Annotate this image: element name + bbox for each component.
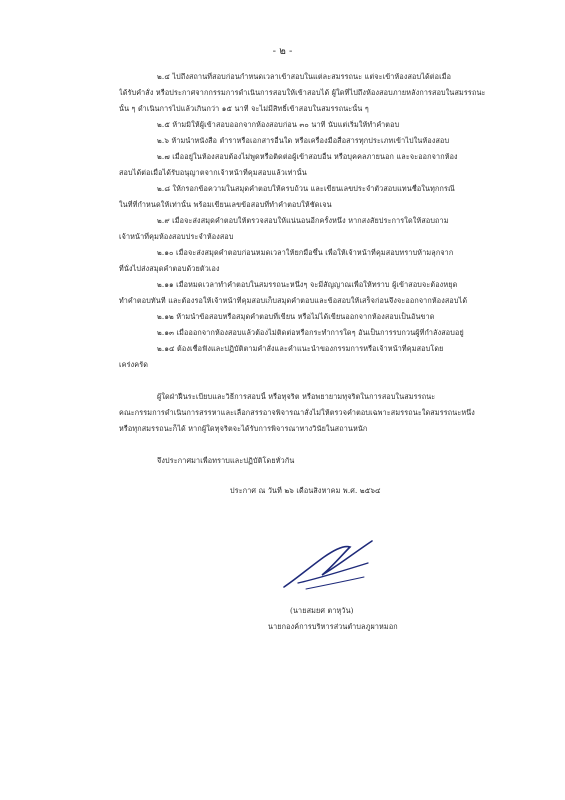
- rule-2-7-line-2: สอบได้ต่อเมื่อได้รับอนุญาตจากเจ้าหน้าที่คุมสอบแล้วเท่านั้น: [119, 168, 307, 177]
- rule-2-6: ๒.๖ ห้ามนำหนังสือ ตำราหรือเอกสารอื่นใด หรือเครื่องมือสื่อสารทุกประเภทเข้าไปในห้องสอบ: [157, 136, 450, 145]
- rule-2-12: ๒.๑๒ ห้ามนำข้อสอบหรือสมุดคำตอบที่เขียน หรือไม่ได้เขียนออกจากห้องสอบเป็นอันขาด: [157, 312, 435, 321]
- rule-2-9-line-2: เจ้าหน้าที่คุมห้องสอบประจำห้องสอบ: [119, 232, 234, 241]
- page-number: - ๒ -: [272, 46, 293, 57]
- rule-2-9-line-1: ๒.๙ เมื่อจะส่งสมุดคำตอบให้ตรวจสอบให้แน่นอนอีกครั้งหนึ่ง หากสงสัยประการใดให้สอบถาม: [157, 216, 449, 225]
- rule-2-14-line-2: เคร่งครัด: [119, 360, 149, 369]
- rule-2-14-line-1: ๒.๑๔ ต้องเชื่อฟังและปฏิบัติตามคำสั่งและคำแนะนำของกรรมการหรือเจ้าหน้าที่คุมสอบโดย: [157, 344, 444, 353]
- signatory-position: นายกองค์การบริหารส่วนตำบลภูผาหมอก: [268, 622, 398, 631]
- closing-statement: จึงประกาศมาเพื่อทราบและปฏิบัติโดยทั่วกัน: [157, 456, 295, 465]
- handwritten-signature: [276, 535, 380, 595]
- penalty-line-2: คณะกรรมการดำเนินการสรรหาและเลือกสรรอาจพิจารณาสั่งไม่ให้ตรวจคำตอบเฉพาะสมรรถนะใดสมรรถนะหนึ่ง: [119, 408, 475, 417]
- rule-2-4-line-3: นั้น ๆ ดำเนินการไปแล้วเกินกว่า ๑๕ นาที จะไม่มีสิทธิ์เข้าสอบในสมรรถนะนั้น ๆ: [119, 104, 369, 113]
- rule-2-8-line-1: ๒.๘ ให้กรอกข้อความในสมุดคำตอบให้ครบถ้วน และเขียนเลขประจำตัวสอบแทนชื่อในทุกกรณี: [157, 184, 455, 193]
- penalty-line-1: ผู้ใดฝ่าฝืนระเบียบและวิธีการสอบนี้ หรือทุจริต หรือพยายามทุจริตในการสอบในสมรรถนะ: [157, 392, 436, 401]
- rule-2-11-line-2: ทำคำตอบทันที และต้องรอให้เจ้าหน้าที่คุมสอบเก็บสมุดคำตอบและข้อสอบให้เสร็จก่อนจึงจะออกจากห้องสอบได้: [119, 296, 468, 305]
- rule-2-8-line-2: ในที่ที่กำหนดให้เท่านั้น พร้อมเขียนเลขข้อสอบที่ทำคำตอบให้ชัดเจน: [119, 200, 332, 209]
- penalty-line-3: หรือทุกสมรรถนะก็ได้ หากผู้ใดทุจริตจะได้รับการพิจารณาทางวินัยในสถานหนัก: [119, 424, 368, 433]
- rule-2-10-line-2: ที่นั่งไปส่งสมุดคำตอบด้วยตัวเอง: [119, 264, 220, 273]
- rule-2-4-line-2: ได้รับคำสั่ง หรือประกาศจากกรรมการดำเนินการสอบให้เข้าสอบได้ ผู้ใดที่ไปถึงห้องสอบภายหลังการสอบในสมรรถนะ: [119, 88, 486, 97]
- rule-2-7-line-1: ๒.๗ เมื่ออยู่ในห้องสอบต้องไม่พูดหรือติดต่อผู้เข้าสอบอื่น หรือบุคคลภายนอก และจะออกจากห้อง: [157, 152, 458, 161]
- rule-2-11-line-1: ๒.๑๑ เมื่อหมดเวลาทำคำตอบในสมรรถนะหนึ่งๆ จะมีสัญญาณเพื่อให้ทราบ ผู้เข้าสอบจะต้องหยุด: [157, 280, 458, 289]
- rule-2-13: ๒.๑๓ เมื่อออกจากห้องสอบแล้วต้องไม่ติดต่อหรือกระทำการใดๆ อันเป็นการรบกวนผู้ที่กำลังสอบอยู่: [157, 328, 464, 337]
- rule-2-4-line-1: ๒.๔ ไปถึงสถานที่สอบก่อนกำหนดเวลาเข้าสอบในแต่ละสมรรถนะ แต่จะเข้าห้องสอบได้ต่อเมื่อ: [157, 72, 452, 81]
- rule-2-10-line-1: ๒.๑๐ เมื่อจะส่งสมุดคำตอบก่อนหมดเวลาให้ยกมือขึ้น เพื่อให้เจ้าหน้าที่คุมสอบทราบห้ามลุกจาก: [157, 248, 454, 257]
- announcement-date: ประกาศ ณ วันที่ ๒๖ เดือนสิงหาคม พ.ศ. ๒๕๖๔: [230, 486, 381, 495]
- rule-2-5: ๒.๕ ห้ามมิให้ผู้เข้าสอบออกจากห้องสอบก่อน ๓๐ นาที นับแต่เริ่มให้ทำคำตอบ: [157, 120, 400, 129]
- signatory-name: (นายสมยศ ตาหุวัน): [290, 606, 354, 615]
